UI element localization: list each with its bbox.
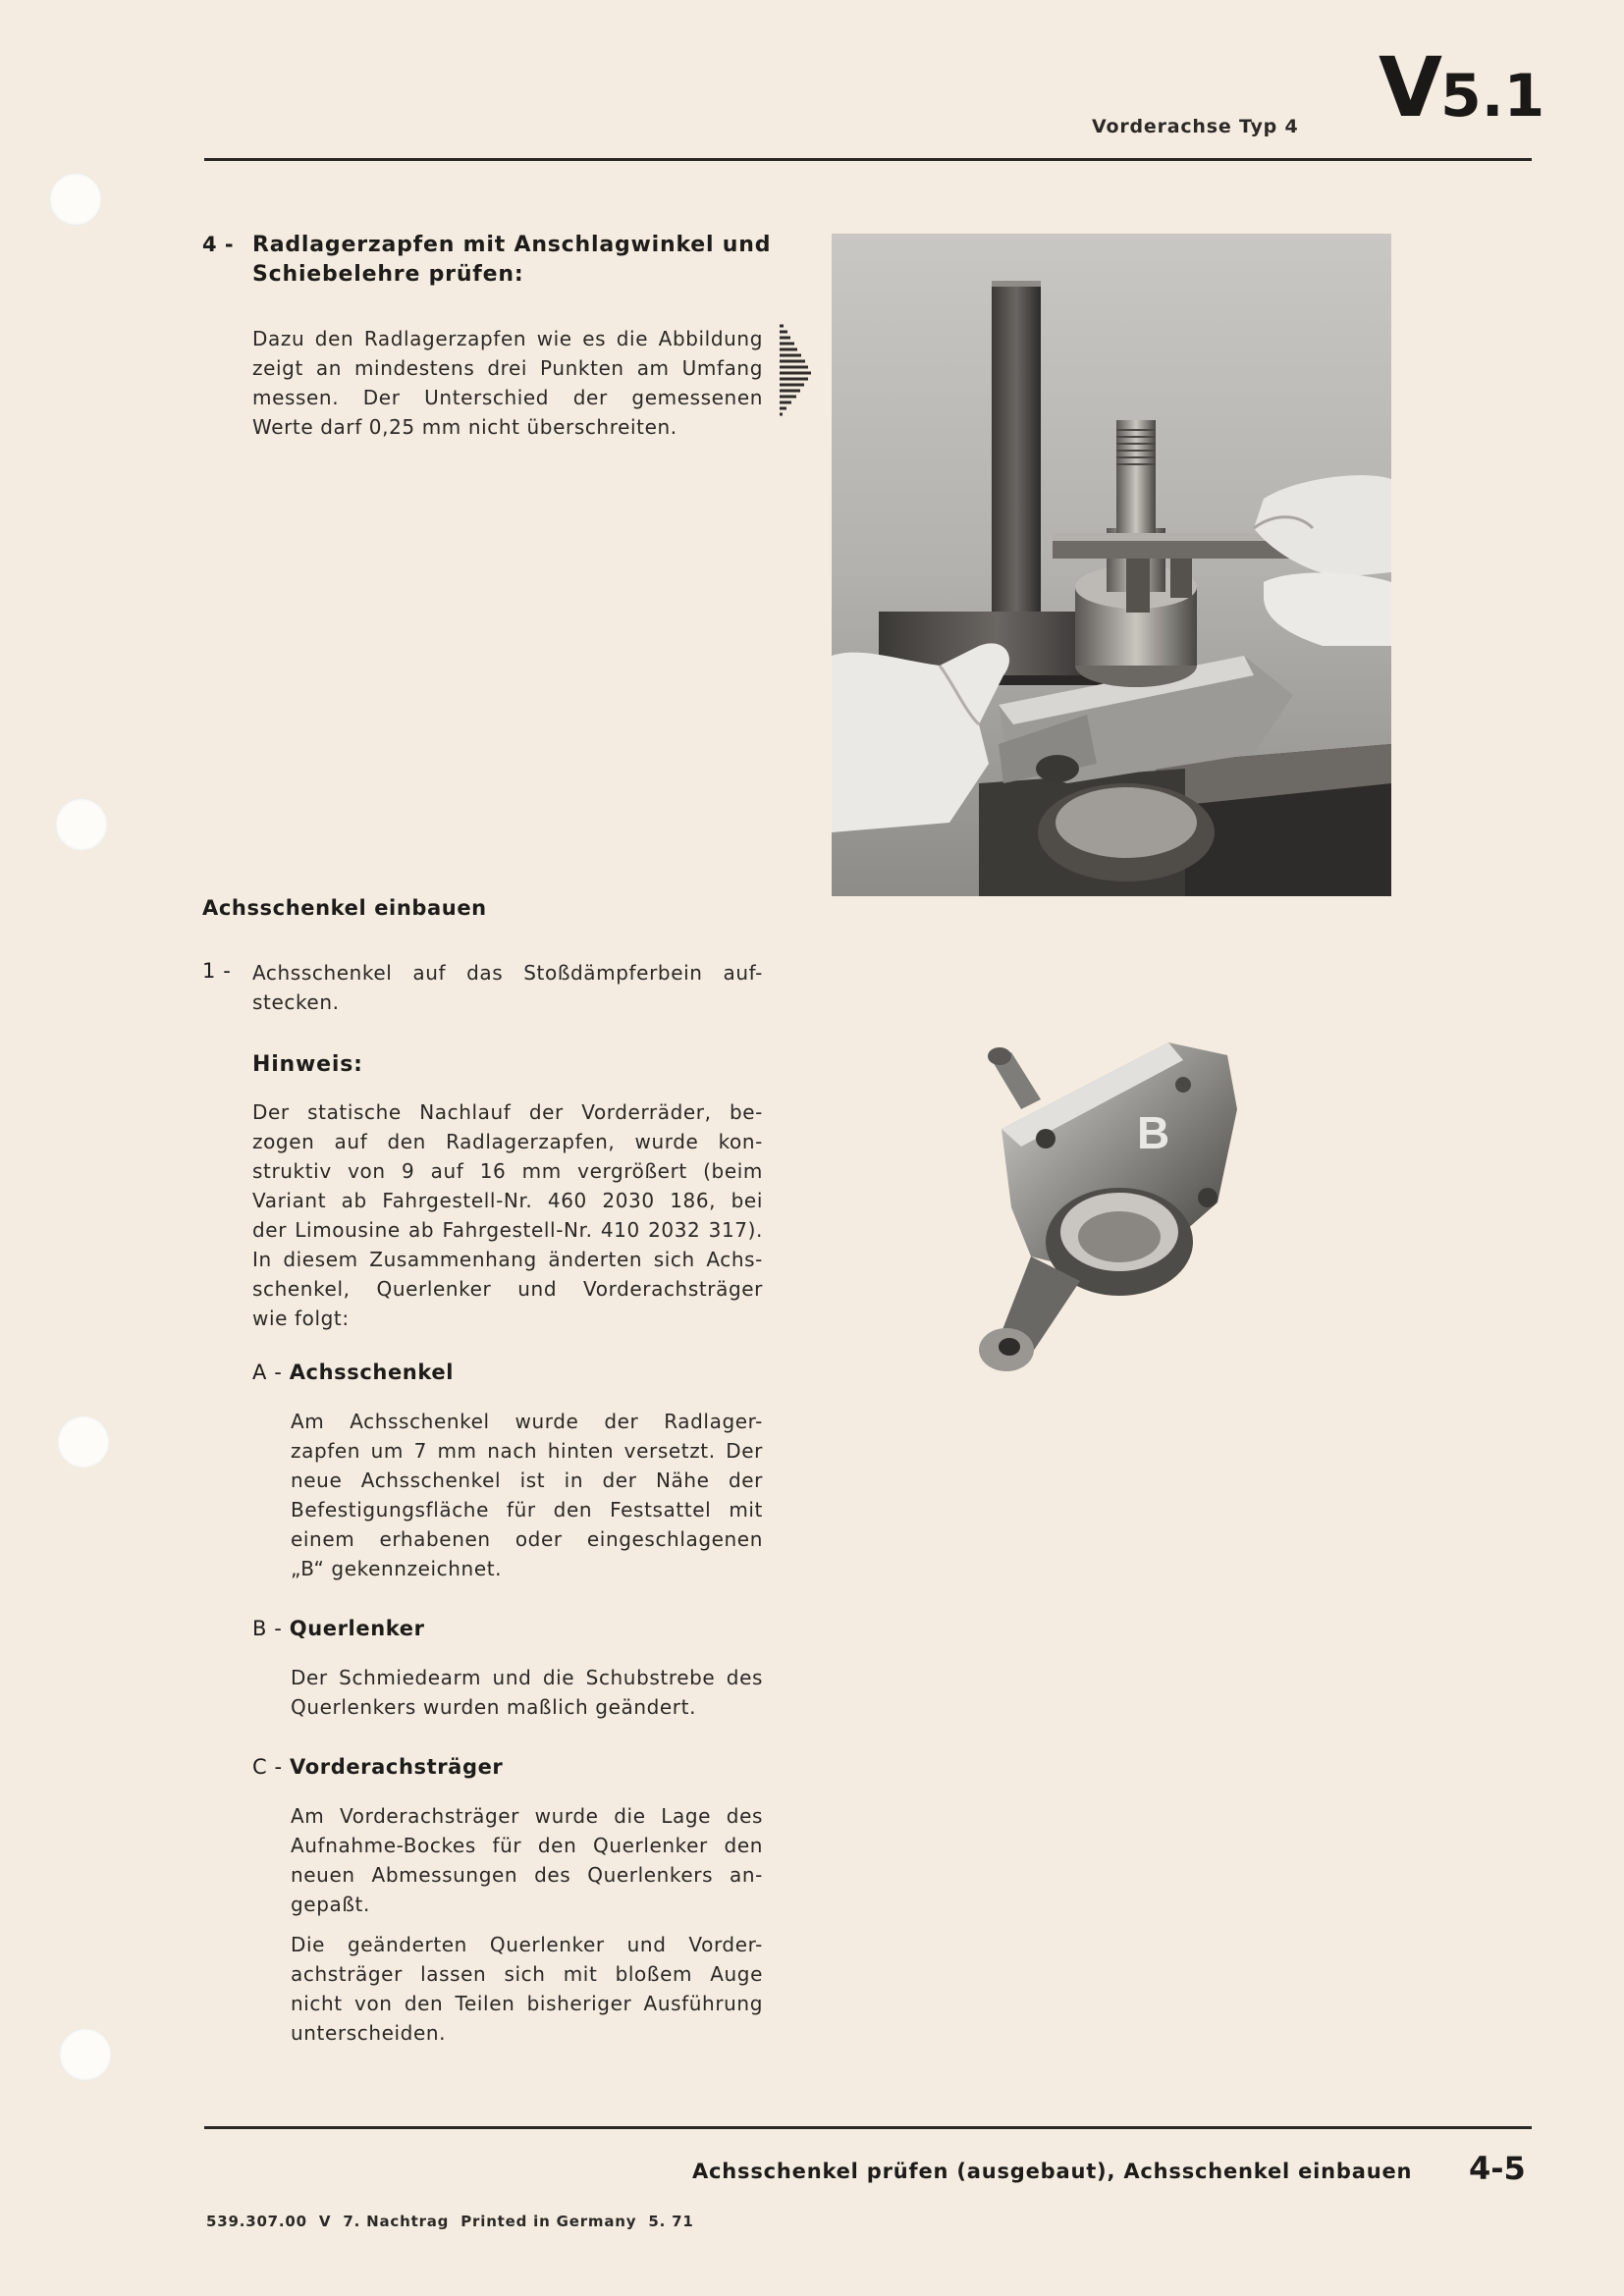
text-line: zeigt an mindestens drei Punkten am Umfang	[252, 356, 763, 380]
text-line: neuen Abmessungen des Querlenkers an-	[291, 1863, 763, 1887]
step-number: 1 -	[202, 959, 232, 983]
text-line: messen. Der Unterschied der gemessenen	[252, 386, 763, 409]
punch-hole	[55, 798, 108, 851]
text-line: Aufnahme-Bockes für den Querlenker den	[291, 1834, 763, 1857]
item-title: Querlenker	[289, 1617, 425, 1640]
footer-rule	[204, 2126, 1532, 2129]
text-line: Der statische Nachlauf der Vorderräder, be-	[252, 1100, 763, 1124]
text-line: Am Vorderachsträger wurde die Lage des	[291, 1804, 763, 1828]
punch-hole	[49, 173, 102, 226]
text-line: schenkel, Querlenker und Vorderachsträger	[252, 1277, 763, 1301]
item-title: Achsschenkel	[289, 1361, 454, 1384]
text-line: nicht von den Teilen bisheriger Ausführung	[291, 1992, 763, 2015]
text-line: einem erhabenen oder eingeschlagenen	[291, 1527, 763, 1551]
text-line: gepaßt.	[291, 1893, 370, 1916]
section-code	[1379, 39, 1544, 135]
item-prefix: B -	[252, 1617, 283, 1640]
print-info: 539.307.00 V 7. Nachtrag Printed in Germany 5. 71	[206, 2213, 694, 2230]
text-line: Die geänderten Querlenker und Vorder-	[291, 1933, 763, 1956]
item-prefix: C -	[252, 1755, 283, 1779]
text-line: Werte darf 0,25 mm nicht überschreiten.	[252, 415, 677, 439]
text-line: wie folgt:	[252, 1307, 350, 1330]
text-line: neue Achsschenkel ist in der Nähe der	[291, 1468, 763, 1492]
step-number: 4 -	[202, 233, 235, 256]
text-line: Der Schmiedearm und die Schubstrebe des	[291, 1666, 763, 1689]
text-line: zapfen um 7 mm nach hinten versetzt. Der	[291, 1439, 763, 1463]
item-title: Vorderachsträger	[290, 1755, 504, 1779]
page-number: 4-5	[1469, 2150, 1526, 2187]
text-line: „B“ gekennzeichnet.	[291, 1557, 503, 1580]
item-prefix: A -	[252, 1361, 283, 1384]
text-line: Querlenkers wurden maßlich geändert.	[291, 1695, 697, 1719]
arrow-right-icon	[776, 320, 815, 426]
item-text	[291, 1663, 763, 1722]
text-line: Befestigungsfläche für den Festsattel mit	[291, 1498, 763, 1522]
punch-hole	[57, 1415, 110, 1468]
header-rule	[204, 158, 1532, 161]
section-code-sub: 5.1	[1440, 62, 1545, 131]
steering-knuckle-photo	[972, 1031, 1267, 1394]
note-heading: Hinweis:	[252, 1052, 363, 1077]
item-heading	[252, 1755, 503, 1779]
step-title-line: Schiebelehre prüfen:	[252, 262, 524, 287]
text-line: unterscheiden.	[291, 2021, 447, 2045]
footer-title: Achsschenkel prüfen (ausgebaut), Achsschenkel einbauen	[692, 2160, 1413, 2183]
step-title-line: Radlagerzapfen mit Anschlagwinkel und	[252, 233, 772, 257]
measuring-photo	[832, 234, 1391, 896]
item-heading	[252, 1361, 454, 1384]
section-title: Vorderachse Typ 4	[1092, 116, 1299, 137]
text-line: stecken.	[252, 990, 340, 1014]
text-line: achsträger lassen sich mit bloßem Auge	[291, 1962, 763, 1986]
item-text	[291, 1801, 763, 1919]
text-line: Variant ab Fahrgestell-Nr. 460 2030 186, bei	[252, 1189, 763, 1212]
punch-hole	[59, 2028, 112, 2081]
note-text	[252, 1097, 763, 1333]
text-line: Am Achsschenkel wurde der Radlager-	[291, 1410, 763, 1433]
step-title	[252, 231, 783, 290]
section-code-main: V	[1379, 39, 1441, 135]
item-text	[291, 1407, 763, 1583]
text-line: der Limousine ab Fahrgestell-Nr. 410 2032 317).	[252, 1218, 763, 1242]
section-heading: Achsschenkel einbauen	[202, 896, 487, 920]
item-heading	[252, 1617, 425, 1640]
text-line: zogen auf den Radlagerzapfen, wurde kon-	[252, 1130, 763, 1153]
step-text	[252, 958, 763, 1017]
text-line: Dazu den Radlagerzapfen wie es die Abbildung	[252, 327, 763, 350]
step-text	[252, 324, 763, 442]
item-text	[291, 1930, 763, 2048]
b-marking: B	[1137, 1107, 1170, 1158]
text-line: struktiv von 9 auf 16 mm vergrößert (beim	[252, 1159, 763, 1183]
text-line: Achsschenkel auf das Stoßdämpferbein auf-	[252, 961, 763, 985]
text-line: In diesem Zusammenhang änderten sich Achs-	[252, 1248, 763, 1271]
